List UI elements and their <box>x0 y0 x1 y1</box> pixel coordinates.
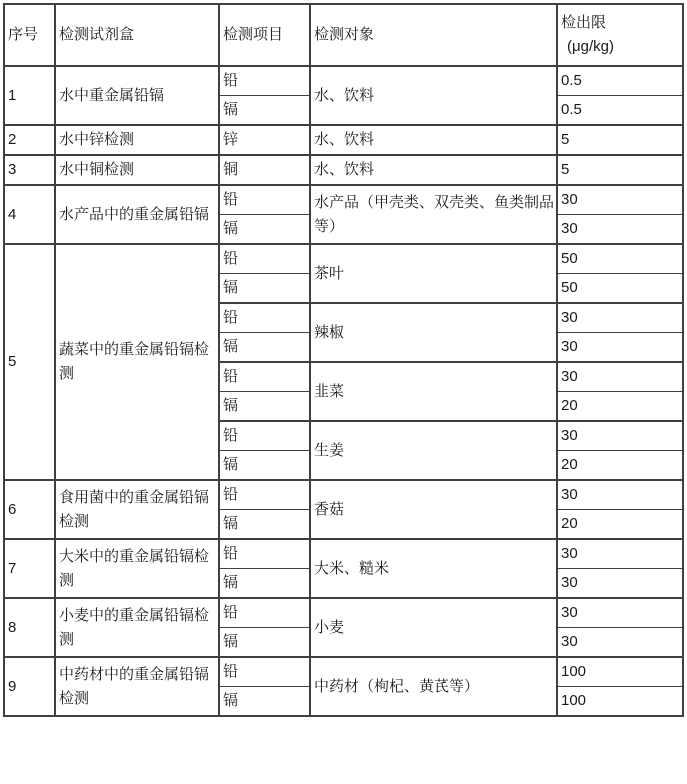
cell-index: 6 <box>4 480 55 539</box>
cell-item: 锌 <box>219 125 310 155</box>
cell-kit: 中药材中的重金属铅镉检测 <box>55 657 219 716</box>
cell-limit: 100 <box>557 657 683 687</box>
cell-target: 水、饮料 <box>310 155 557 185</box>
cell-limit: 20 <box>557 510 683 540</box>
cell-item: 铅 <box>219 244 310 274</box>
header-row <box>4 4 683 66</box>
detection-limits-table <box>3 3 684 717</box>
col-header-index: 序号 <box>4 4 55 66</box>
cell-limit: 0.5 <box>557 96 683 126</box>
table-row <box>4 185 683 215</box>
cell-target: 小麦 <box>310 598 557 657</box>
cell-target: 辣椒 <box>310 303 557 362</box>
cell-item: 铅 <box>219 362 310 392</box>
cell-target: 香菇 <box>310 480 557 539</box>
table-row <box>4 598 683 628</box>
cell-target: 水产品（甲壳类、双壳类、鱼类制品等） <box>310 185 557 244</box>
table-row <box>4 480 683 510</box>
cell-item: 镉 <box>219 392 310 422</box>
cell-target: 韭菜 <box>310 362 557 421</box>
cell-limit: 30 <box>557 628 683 658</box>
table-row <box>4 539 683 569</box>
cell-item: 铅 <box>219 421 310 451</box>
cell-index: 2 <box>4 125 55 155</box>
cell-target: 大米、糙米 <box>310 539 557 598</box>
cell-kit: 食用菌中的重金属铅镉检测 <box>55 480 219 539</box>
cell-target: 生姜 <box>310 421 557 480</box>
cell-limit: 50 <box>557 274 683 304</box>
cell-kit: 蔬菜中的重金属铅镉检测 <box>55 244 219 480</box>
cell-item: 镉 <box>219 215 310 245</box>
cell-index: 3 <box>4 155 55 185</box>
cell-limit: 0.5 <box>557 66 683 96</box>
table-row <box>4 125 683 155</box>
cell-limit: 20 <box>557 451 683 481</box>
table-body <box>4 66 683 716</box>
cell-index: 5 <box>4 244 55 480</box>
cell-limit: 5 <box>557 155 683 185</box>
cell-item: 镉 <box>219 333 310 363</box>
cell-item: 镉 <box>219 451 310 481</box>
cell-kit: 水中重金属铅镉 <box>55 66 219 125</box>
cell-kit: 小麦中的重金属铅镉检测 <box>55 598 219 657</box>
cell-limit: 30 <box>557 215 683 245</box>
table-row <box>4 657 683 687</box>
cell-item: 铅 <box>219 598 310 628</box>
cell-kit: 水中锌检测 <box>55 125 219 155</box>
cell-item: 镉 <box>219 569 310 599</box>
cell-item: 镉 <box>219 628 310 658</box>
cell-index: 8 <box>4 598 55 657</box>
cell-limit: 30 <box>557 598 683 628</box>
cell-kit: 水产品中的重金属铅镉 <box>55 185 219 244</box>
table-row <box>4 155 683 185</box>
cell-limit: 50 <box>557 244 683 274</box>
col-header-kit: 检测试剂盒 <box>55 4 219 66</box>
cell-limit: 30 <box>557 539 683 569</box>
col-header-limit <box>557 4 683 66</box>
cell-limit: 100 <box>557 687 683 717</box>
cell-limit: 30 <box>557 303 683 333</box>
table-row <box>4 66 683 96</box>
cell-item: 镉 <box>219 274 310 304</box>
cell-kit: 大米中的重金属铅镉检测 <box>55 539 219 598</box>
limit-header-title: 检出限 <box>561 14 607 31</box>
cell-limit: 20 <box>557 392 683 422</box>
cell-item: 铅 <box>219 303 310 333</box>
cell-target: 水、饮料 <box>310 125 557 155</box>
cell-index: 9 <box>4 657 55 716</box>
cell-limit: 30 <box>557 421 683 451</box>
cell-index: 4 <box>4 185 55 244</box>
cell-limit: 30 <box>557 362 683 392</box>
cell-limit: 30 <box>557 480 683 510</box>
cell-item: 铅 <box>219 66 310 96</box>
col-header-target: 检测对象 <box>310 4 557 66</box>
cell-item: 镉 <box>219 687 310 717</box>
cell-item: 镉 <box>219 96 310 126</box>
cell-limit: 5 <box>557 125 683 155</box>
cell-index: 1 <box>4 66 55 125</box>
cell-item: 铅 <box>219 539 310 569</box>
cell-target: 茶叶 <box>310 244 557 303</box>
limit-header-unit: (μg/kg) <box>567 38 614 55</box>
cell-item: 铅 <box>219 185 310 215</box>
cell-kit: 水中铜检测 <box>55 155 219 185</box>
cell-target: 中药材（枸杞、黄芪等） <box>310 657 557 716</box>
cell-item: 镉 <box>219 510 310 540</box>
cell-limit: 30 <box>557 333 683 363</box>
cell-limit: 30 <box>557 185 683 215</box>
cell-limit: 30 <box>557 569 683 599</box>
cell-item: 铅 <box>219 480 310 510</box>
cell-item: 铅 <box>219 657 310 687</box>
table-row <box>4 244 683 274</box>
cell-target: 水、饮料 <box>310 66 557 125</box>
cell-item: 铜 <box>219 155 310 185</box>
col-header-item: 检测项目 <box>219 4 310 66</box>
cell-index: 7 <box>4 539 55 598</box>
